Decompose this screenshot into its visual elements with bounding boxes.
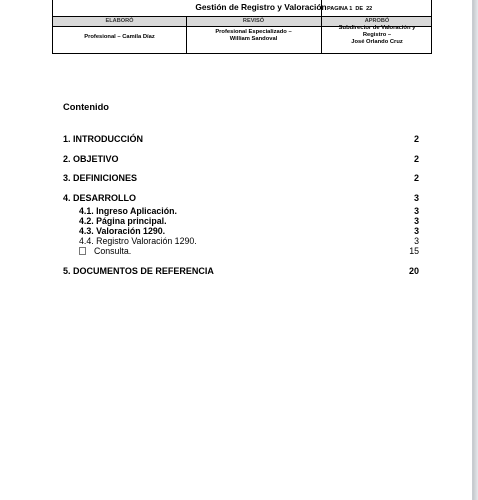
elaboro-name: Profesional – Camila Díaz bbox=[84, 34, 155, 40]
toc-item-label: Consulta. bbox=[94, 246, 132, 256]
checkbox-bullet-icon bbox=[79, 247, 86, 255]
reviso-title: Profesional Especializado – bbox=[215, 29, 292, 35]
toc-item-page: 3 bbox=[414, 236, 419, 246]
toc-item-documentos-referencia[interactable] bbox=[63, 265, 419, 277]
toc-item-page: 3 bbox=[414, 206, 419, 216]
pagina-label: PAGINA 1 DE 22 bbox=[327, 6, 373, 12]
toc-heading: Contenido bbox=[63, 102, 109, 112]
toc-item-label: 4. DESARROLLO bbox=[63, 193, 137, 203]
toc-item-page: 15 bbox=[409, 246, 419, 256]
toc-item-registro-valoracion-1290[interactable] bbox=[79, 236, 419, 246]
reviso-name: William Sandoval bbox=[229, 36, 278, 42]
toc-item-ingreso-aplicacion[interactable] bbox=[79, 206, 419, 216]
col-header-reviso: REVISÓ bbox=[242, 18, 265, 24]
toc-item-page: 3 bbox=[414, 226, 419, 236]
toc-item-label: 4.4. Registro Valoración 1290. bbox=[79, 236, 197, 246]
toc-item-label: 2. OBJETIVO bbox=[63, 154, 119, 164]
toc-item-page: 20 bbox=[408, 266, 419, 276]
toc-item-label: 5. DOCUMENTOS DE REFERENCIA bbox=[63, 266, 214, 276]
toc-item-label: 4.1. Ingreso Aplicación. bbox=[79, 206, 177, 216]
document-title: Gestión de Registro y Valoración bbox=[195, 2, 327, 12]
col-header-elaboro: ELABORÓ bbox=[105, 18, 134, 24]
toc-item-page: 2 bbox=[413, 173, 419, 183]
toc-item-consulta[interactable] bbox=[79, 246, 419, 256]
toc-item-label: 4.3. Valoración 1290. bbox=[79, 226, 166, 236]
toc-item-page: 2 bbox=[413, 134, 419, 144]
document-meta bbox=[321, 0, 433, 16]
toc-item-valoracion-1290[interactable] bbox=[79, 226, 419, 236]
aprobo-title-2: Registro – bbox=[362, 32, 392, 38]
toc-item-label: 4.2. Página principal. bbox=[79, 216, 167, 226]
toc-item-pagina-principal[interactable] bbox=[79, 216, 419, 226]
toc-item-objetivo[interactable] bbox=[63, 153, 419, 165]
toc-item-label: 3. DEFINICIONES bbox=[63, 173, 138, 183]
header-table bbox=[52, 0, 432, 54]
toc-item-definiciones[interactable] bbox=[63, 172, 419, 184]
toc-item-page: 3 bbox=[414, 216, 419, 226]
toc-item-page: 3 bbox=[413, 193, 419, 203]
toc-item-label-wrap bbox=[79, 246, 131, 256]
toc-item-introduccion[interactable] bbox=[63, 133, 419, 145]
signature-body-row bbox=[53, 27, 431, 53]
page-shadow bbox=[473, 0, 478, 500]
toc-item-label: 1. INTRODUCCIÓN bbox=[63, 134, 144, 144]
toc-item-desarrollo[interactable] bbox=[63, 192, 419, 204]
col-header-aprobo: APROBÓ bbox=[364, 18, 390, 24]
aprobo-name: José Orlando Cruz bbox=[351, 39, 403, 45]
aprobo-title: Subdirector de Valoración y bbox=[338, 25, 416, 31]
toc-item-page: 2 bbox=[413, 154, 419, 164]
